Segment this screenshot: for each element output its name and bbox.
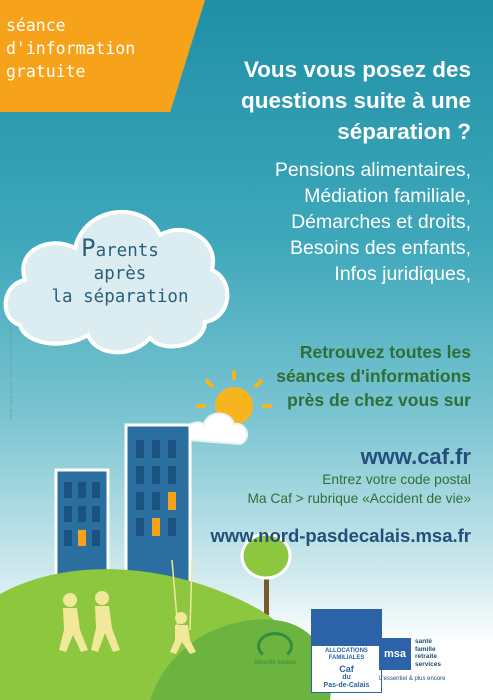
info-session-label	[6, 14, 135, 83]
find-line-3: près de chez vous sur	[287, 390, 471, 410]
cloud-line-2: après	[93, 264, 147, 284]
msa-url-link[interactable]: www.nord-pasdecalais.msa.fr	[210, 525, 471, 546]
tag-line-1: séance	[6, 16, 66, 35]
caf-instructions	[191, 470, 471, 508]
cloud-first-letter: P	[81, 234, 96, 262]
caf-logo-emblem-icon	[312, 610, 381, 646]
find-line-2: séances d'informations	[276, 366, 471, 386]
caf-info-line-1: Entrez votre code postal	[322, 472, 471, 487]
tag-line-3: gratuite	[6, 62, 86, 81]
find-line-1: Retrouvez toutes les	[299, 342, 471, 362]
msa-logo	[379, 638, 479, 686]
topic-item: Démarches et droits,	[291, 211, 471, 233]
securite-sociale-logo	[245, 628, 305, 672]
caf-info-line-2: Ma Caf > rubrique «Accident de vie»	[247, 491, 471, 506]
caf-logo-dept: du Pas-de-Calais	[323, 674, 370, 689]
topic-item: Médiation familiale,	[304, 185, 471, 207]
topics-list	[211, 157, 471, 287]
headline-line-3: séparation ?	[337, 119, 471, 144]
vertical-credit: Caf du Pas-de-Calais - service communication - 2013	[8, 325, 13, 420]
caf-logo	[311, 609, 382, 693]
cloud-title	[30, 234, 210, 309]
topic-item: Besoins des enfants,	[289, 237, 471, 259]
cloud-line-1: arents	[95, 241, 159, 261]
headline	[201, 54, 471, 147]
find-sessions-text	[221, 340, 471, 412]
tag-line-2: d'information	[6, 39, 136, 58]
secu-mark-icon	[257, 632, 293, 660]
msa-logo-box: msa	[379, 638, 411, 670]
topic-item: Pensions alimentaires,	[274, 159, 471, 181]
topic-item: Infos juridiques,	[334, 263, 471, 285]
msa-slogan: L'essentiel & plus encore	[379, 676, 446, 682]
headline-line-1: Vous vous posez des	[243, 57, 471, 82]
cloud-line-3: la séparation	[51, 287, 189, 307]
secu-label: Sécurité sociale	[253, 660, 297, 666]
caf-logo-caf: Caf	[339, 664, 354, 674]
msa-logo-lines: santé famille retraite services	[415, 638, 442, 668]
caf-logo-allocations: ALLOCATIONS FAMILIALES	[325, 648, 368, 661]
caf-url-link[interactable]: www.caf.fr	[360, 444, 471, 469]
headline-line-2: questions suite à une	[240, 88, 471, 113]
